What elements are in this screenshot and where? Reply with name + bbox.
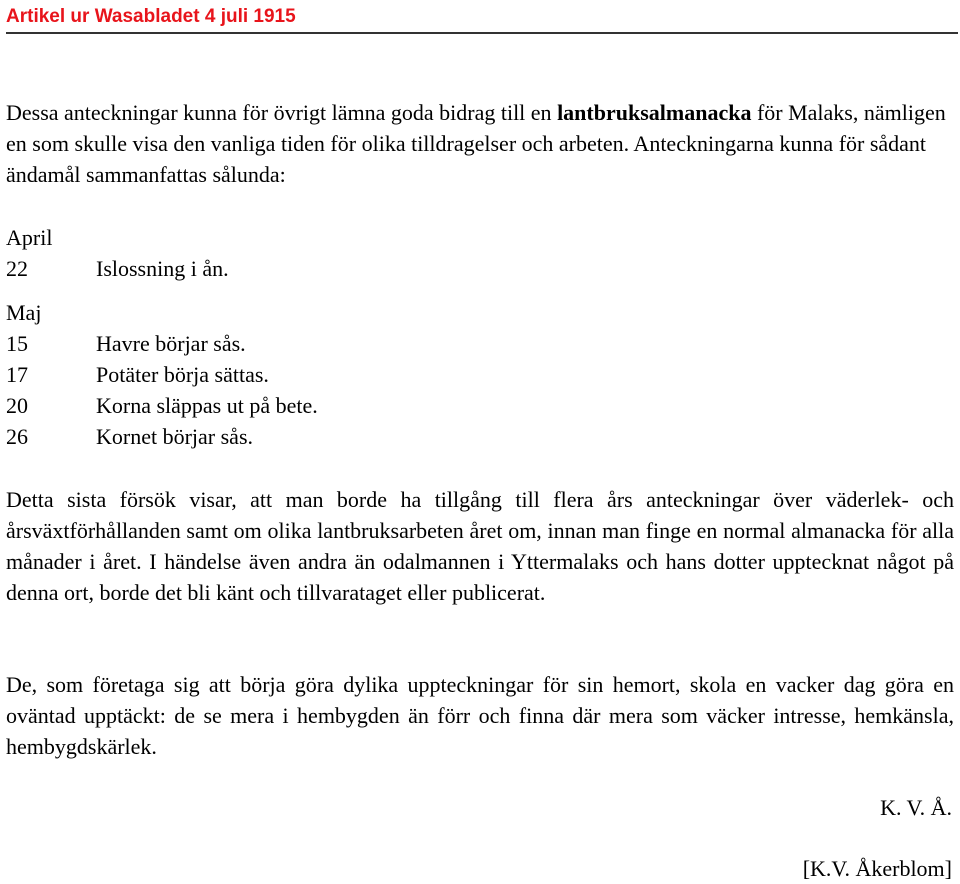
- title-divider: [6, 32, 958, 34]
- intro-text-before: Dessa anteckningar kunna för övrigt lämna goda bidrag till en: [6, 100, 558, 125]
- entry-day: 26: [6, 424, 28, 449]
- signature-name: [K.V. Åkerblom]: [802, 856, 952, 881]
- entry-text: Havre börjar sås.: [96, 331, 246, 356]
- entry-text: Potäter börja sättas.: [96, 362, 269, 387]
- month-heading-april: April: [6, 225, 53, 250]
- body-paragraph-2: Detta sista försök visar, att man borde ha tillgång till flera års anteckningar över väderlek- och årsväxtförhållanden samt om olika lantbruksarbeten året om, innan man finge en normal almanacka för alla månader i året. I händelse även andra än odalmannen i Yttermalaks och hans dotter upptecknat något på denna ort, borde det bli känt och tillvarataget eller publicerat.: [6, 487, 954, 605]
- entry-day: 22: [6, 256, 28, 281]
- entry-text: Islossning i ån.: [96, 256, 229, 281]
- document-title: Artikel ur Wasabladet 4 juli 1915: [6, 6, 296, 27]
- entry-day: 17: [6, 362, 28, 387]
- intro-bold-term: lantbruksalmanacka: [557, 100, 752, 125]
- entry-day: 20: [6, 393, 28, 418]
- entry-text: Korna släppas ut på bete.: [96, 393, 318, 418]
- signature-initials: K. V. Å.: [880, 795, 952, 820]
- intro-paragraph: [6, 97, 954, 190]
- body-paragraph-3: De, som företaga sig att börja göra dylika uppteckningar för sin hemort, skola en vacker dag göra en oväntad upptäckt: de se mera i hembygden än förr och finna där mera som väcker intresse, hemkänsla, hembygdskärlek.: [6, 672, 954, 759]
- entry-text: Kornet börjar sås.: [96, 424, 254, 449]
- entry-day: 15: [6, 331, 28, 356]
- intro-text-after: för Malaks, nämligen en som skulle visa den vanliga tiden för olika tilldragelser och arbeten. Anteckningarna kunna för sådant ändamål sammanfattas sålunda:: [6, 100, 946, 187]
- month-heading-maj: Maj: [6, 300, 42, 325]
